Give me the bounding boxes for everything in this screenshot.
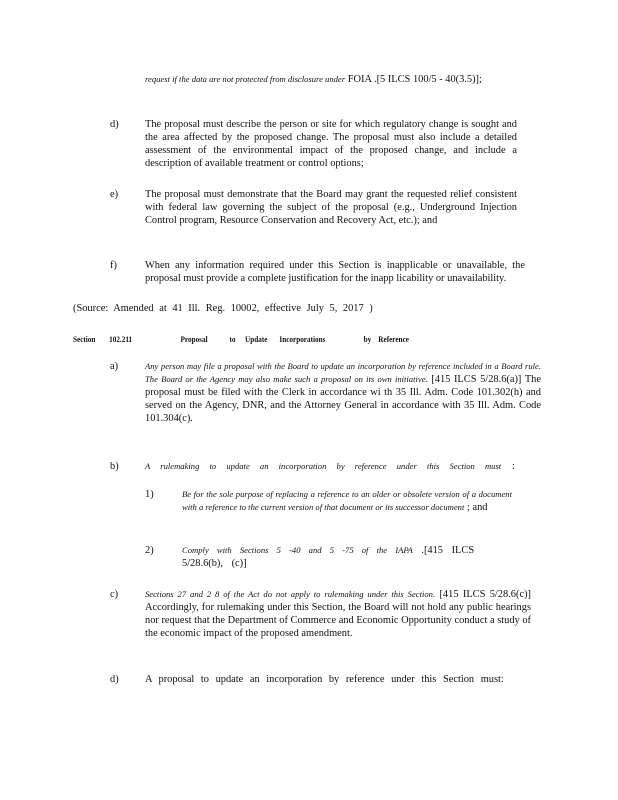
section-number: 102.211	[109, 335, 133, 344]
sub-text-b2	[182, 544, 514, 570]
sub-label-b2: 2)	[145, 545, 154, 556]
continuation-paragraph	[145, 73, 537, 86]
sub-b-italic: A rulemaking to update an incorporation by reference under this Section must	[145, 461, 502, 471]
sub-b-normal: :	[511, 461, 515, 472]
sub-label-a: a)	[110, 361, 119, 372]
section-title-word-6: Reference	[378, 335, 409, 344]
sub-label-b: b)	[110, 461, 119, 472]
sub-c-normal: [415 ILCS 5/28.6(c)] Accordingly, for rulemaking under this Section, the Board will not hold any public hearings nor request that the Department of Commerce and Economic Opportunity conduct a study of the economic impact of the proposed amendment.	[145, 589, 531, 639]
section-title-word-1: Proposal	[180, 335, 208, 344]
item-label-d: d)	[110, 119, 119, 130]
sub-a-italic: Any person may file a proposal with the Board to update an incorporation by reference included in a Board rule. The Board or the Agency may also make such a proposal on its own initiative.	[145, 361, 541, 384]
source-note: (Source: Amended at 41 Ill. Reg. 10002, effective July 5, 2017 )	[73, 303, 373, 314]
sub-label-d: d)	[110, 674, 119, 685]
sub-label-b1: 1)	[145, 489, 154, 500]
sub-b2-normal: .[415 ILCS 5/28.6(b), (c)]	[182, 545, 475, 569]
sub-text-a	[145, 360, 541, 425]
continuation-italic-text: request if the data are not protected from disclosure under	[145, 74, 346, 84]
sub-a-normal: [415 ILCS 5/28.6(a)] The proposal must be filed with the Clerk in accordance wi th 35 Ill. Adm. Code 101.302(h) and served on the Agency, DNR, and the Attorney General in accordance with 35 Ill. Adm. Code 101.304(c).	[145, 374, 541, 424]
section-heading	[73, 333, 486, 347]
section-title-word-3: Update	[245, 335, 268, 344]
sub-text-b1	[182, 488, 512, 514]
item-label-f: f)	[110, 260, 117, 271]
section-word: Section	[73, 335, 96, 344]
sub-b1-italic: Be for the sole purpose of replacing a reference to an older or obsolete version of a document with a reference to the current version of that document or its successor document	[182, 489, 512, 512]
sub-text-c	[145, 588, 531, 640]
item-label-e: e)	[110, 189, 119, 200]
section-title-word-5: by	[363, 335, 372, 344]
sub-b1-normal: ; and	[466, 502, 488, 513]
sub-label-c: c)	[110, 589, 119, 600]
continuation-normal-text: FOIA .[5 ILCS 100/5 - 40(3.5)];	[347, 74, 482, 85]
sub-b2-italic: Comply with Sections 5 -40 and 5 -75 of the IAPA	[182, 545, 413, 555]
item-text-e: The proposal must demonstrate that the Board may grant the requested relief consistent with federal law governing the subject of the proposal (e.g., Underground Injection Control program, Resource Conservation and Recovery Act, etc.); and	[145, 189, 517, 226]
sub-text-d: A proposal to update an incorporation by reference under this Section must:	[145, 674, 504, 685]
item-text-f: When any information required under this Section is inapplicable or unavailable, the proposal must provide a complete justification for the inapp licability or unavailability.	[145, 260, 525, 284]
sub-text-b	[145, 460, 535, 473]
section-title-word-2: to	[229, 335, 236, 344]
item-text-d: The proposal must describe the person or site for which regulatory change is sought and the area affected by the proposed change. The proposal must also include a detailed assessment of the environmental impact of the proposed change, and include a description of available treatment or control options;	[145, 119, 517, 169]
sub-c-italic: Sections 27 and 2 8 of the Act do not apply to rulemaking under this Section.	[145, 589, 436, 599]
section-title-word-4: Incorporations	[279, 335, 326, 344]
